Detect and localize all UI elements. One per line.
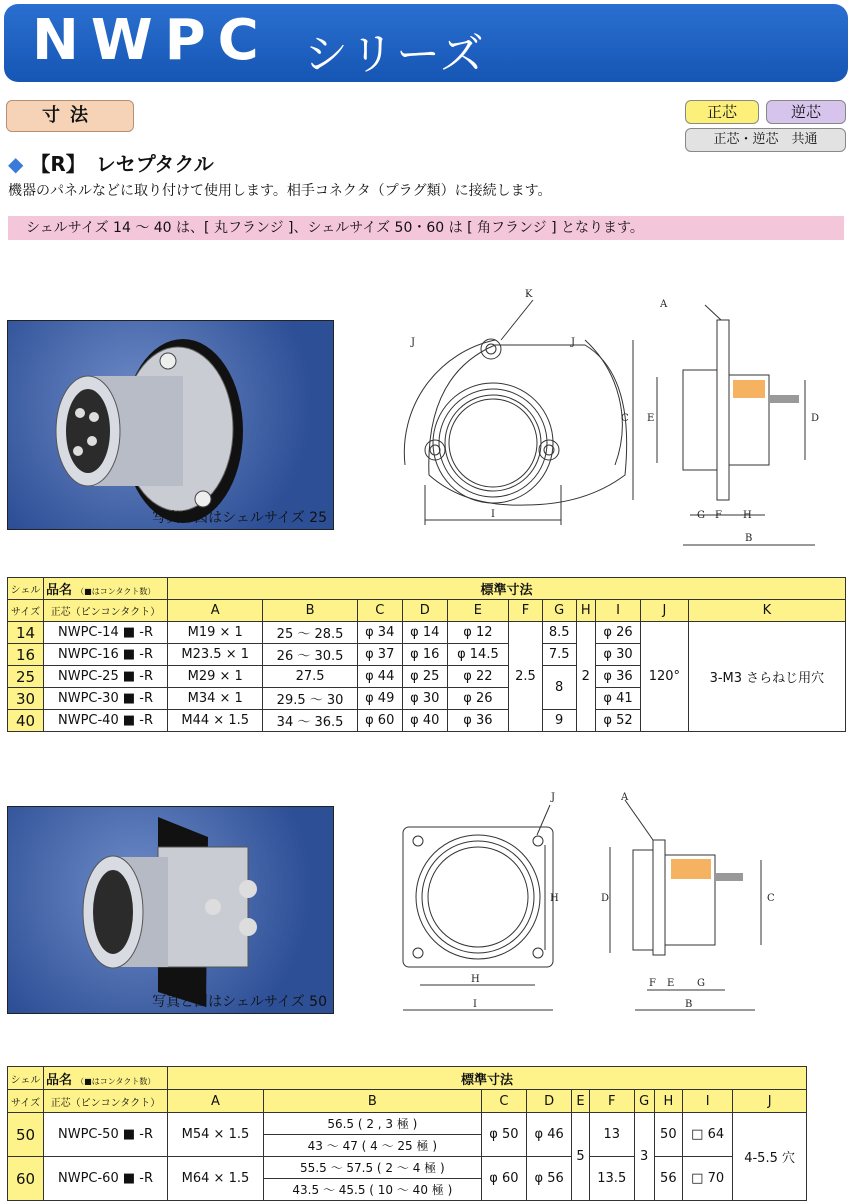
product-description: 機器のパネルなどに取り付けて使用します。相手コネクタ（プラグ類）に接続します。: [8, 183, 552, 199]
connector-round-illustration: [8, 321, 335, 531]
label-d: D: [811, 413, 820, 424]
product-name-header-label: 品名: [46, 583, 73, 598]
cell-c: φ 50: [481, 1113, 526, 1157]
cell-b-line1: 55.5 〜 57.5 ( 2 〜 4 極 ): [263, 1157, 481, 1179]
product-name-cell: NWPC-60 ■ -R: [44, 1157, 168, 1201]
cell-i: φ 30: [595, 644, 640, 666]
table-row: [8, 1113, 807, 1135]
cell-c: φ 60: [357, 710, 402, 732]
label-j-right: J: [571, 337, 576, 348]
cell-a: M29 × 1: [168, 666, 263, 688]
cell-c: φ 37: [357, 644, 402, 666]
table-row: [8, 1157, 807, 1179]
label-e: E: [667, 978, 675, 989]
col-d: D: [527, 1090, 572, 1113]
product-name-header-note: （■はコンタクト数）: [76, 587, 156, 596]
col-i: I: [595, 600, 640, 622]
cell-b: 27.5: [263, 666, 357, 688]
cell-c: φ 34: [357, 622, 402, 644]
col-h: H: [576, 600, 595, 622]
diamond-icon: ◆: [8, 152, 24, 176]
cell-i: φ 36: [595, 666, 640, 688]
cell-i: φ 26: [595, 622, 640, 644]
product-name-cell: NWPC-14 ■ -R: [44, 622, 168, 644]
cell-a: M64 × 1.5: [168, 1157, 264, 1201]
cell-b-line2: 43 〜 47 ( 4 〜 25 極 ): [263, 1135, 481, 1157]
series-title: NWPC: [32, 8, 271, 73]
badge-reverse-core: 逆芯: [766, 100, 846, 124]
col-a: A: [168, 600, 263, 622]
label-f: F: [715, 510, 722, 521]
cell-h: 56: [654, 1157, 682, 1201]
col-i: I: [683, 1090, 733, 1113]
cell-b-line2: 43.5 〜 45.5 ( 10 〜 40 極 ): [263, 1179, 481, 1201]
round-flange-drawing: [385, 285, 825, 550]
spec-table-round-flange: [7, 577, 846, 732]
col-k: K: [688, 600, 845, 622]
cell-e-merged: 5: [572, 1113, 590, 1201]
shell-size-cell: 50: [8, 1113, 44, 1157]
label-b: B: [685, 999, 693, 1010]
section-tab-dimensions: 寸法: [6, 100, 134, 132]
product-photo-square-flange: [7, 806, 334, 1014]
product-photo-round-flange: [7, 320, 334, 530]
shell-size-cell: 60: [8, 1157, 44, 1201]
col-e: E: [572, 1090, 590, 1113]
cell-a: M23.5 × 1: [168, 644, 263, 666]
cell-e: φ 12: [447, 622, 508, 644]
cell-b: 25 〜 28.5: [263, 622, 357, 644]
col-d: D: [402, 600, 447, 622]
flange-note: シェルサイズ 14 〜 40 は、[ 丸フランジ ]、シェルサイズ 50・60 は [ 角フランジ ] となります。: [8, 216, 844, 240]
label-f: F: [649, 978, 656, 989]
cell-e: φ 36: [447, 710, 508, 732]
product-name-cell: NWPC-16 ■ -R: [44, 644, 168, 666]
photo1-caption: 写真と図はシェルサイズ 25: [152, 510, 327, 526]
product-name-header: [44, 1067, 168, 1090]
product-name-header-note: （■はコンタクト数）: [76, 1076, 156, 1086]
product-name-header: [44, 578, 168, 600]
product-name-cell: NWPC-30 ■ -R: [44, 688, 168, 710]
label-h: H: [743, 510, 752, 521]
cell-i: □ 64: [683, 1113, 733, 1157]
shell-size-cell: 30: [8, 688, 44, 710]
label-c: C: [767, 893, 775, 904]
cell-j-merged: 4-5.5 穴: [733, 1113, 807, 1201]
photo2-caption: 写真と図はシェルサイズ 50: [152, 994, 327, 1010]
shell-size-header-1: シェル: [8, 1067, 44, 1090]
label-a: A: [621, 792, 629, 803]
shell-size-cell: 14: [8, 622, 44, 644]
cell-d: φ 40: [402, 710, 447, 732]
label-d: D: [601, 893, 610, 904]
cell-f: 13: [589, 1113, 634, 1157]
cell-a: M19 × 1: [168, 622, 263, 644]
product-name-header-label: 品名: [46, 1072, 73, 1088]
cell-d: φ 30: [402, 688, 447, 710]
col-g: G: [542, 600, 576, 622]
cell-e: φ 26: [447, 688, 508, 710]
col-b: B: [263, 1090, 481, 1113]
shell-size-header-1: シェル: [8, 578, 44, 600]
label-h-vertical: H: [550, 893, 559, 904]
cell-d: φ 56: [527, 1157, 572, 1201]
label-e: E: [647, 413, 655, 424]
standard-dimensions-header: 標準寸法: [168, 1067, 807, 1090]
label-h: H: [471, 974, 480, 985]
badge-normal-core: 正芯: [685, 100, 759, 124]
col-f: F: [509, 600, 543, 622]
product-name-cell: NWPC-25 ■ -R: [44, 666, 168, 688]
cell-g: 9: [542, 710, 576, 732]
cell-e: φ 22: [447, 666, 508, 688]
shell-size-header-2: サイズ: [8, 1090, 44, 1113]
spec-table-square-flange: [7, 1066, 807, 1201]
cell-f-merged: 2.5: [509, 622, 543, 732]
cell-h: 50: [654, 1113, 682, 1157]
cell-b-line1: 56.5 ( 2 , 3 極 ): [263, 1113, 481, 1135]
cell-d: φ 25: [402, 666, 447, 688]
cell-g: 8.5: [542, 622, 576, 644]
cell-a: M34 × 1: [168, 688, 263, 710]
product-name-cell: NWPC-40 ■ -R: [44, 710, 168, 732]
pin-contact-header: 正芯（ピンコンタクト）: [44, 1090, 168, 1113]
label-a: A: [660, 299, 668, 310]
col-e: E: [447, 600, 508, 622]
standard-dimensions-header: 標準寸法: [168, 578, 846, 600]
label-i: I: [491, 509, 495, 520]
col-c: C: [481, 1090, 526, 1113]
col-a: A: [168, 1090, 264, 1113]
col-c: C: [357, 600, 402, 622]
cell-a: M44 × 1.5: [168, 710, 263, 732]
cell-b: 26 〜 30.5: [263, 644, 357, 666]
cell-d: φ 14: [402, 622, 447, 644]
cell-a: M54 × 1.5: [168, 1113, 264, 1157]
cell-i: □ 70: [683, 1157, 733, 1201]
col-j: J: [641, 600, 689, 622]
label-k: K: [525, 289, 533, 300]
col-f: F: [589, 1090, 634, 1113]
badge-common: 正芯・逆芯 共通: [685, 128, 846, 152]
cell-c: φ 60: [481, 1157, 526, 1201]
shell-size-cell: 16: [8, 644, 44, 666]
cell-i: φ 41: [595, 688, 640, 710]
cell-i: φ 52: [595, 710, 640, 732]
series-subtitle: シリーズ: [304, 29, 486, 80]
series-banner: [4, 4, 848, 82]
cell-b: 34 〜 36.5: [263, 710, 357, 732]
cell-d: φ 16: [402, 644, 447, 666]
cell-k-merged: 3-M3 さらねじ用穴: [688, 622, 845, 732]
cell-j-merged: 120°: [641, 622, 689, 732]
square-flange-drawing: [385, 785, 825, 1020]
cell-c: φ 49: [357, 688, 402, 710]
product-name-cell: NWPC-50 ■ -R: [44, 1113, 168, 1157]
cell-g: 7.5: [542, 644, 576, 666]
cell-d: φ 46: [527, 1113, 572, 1157]
cell-f: 13.5: [589, 1157, 634, 1201]
product-heading-title: 【R】 レセプタクル: [30, 152, 214, 176]
shell-size-cell: 40: [8, 710, 44, 732]
cell-g-merged: 8: [542, 666, 576, 710]
label-g: G: [697, 510, 705, 521]
shell-size-header-2: サイズ: [8, 600, 44, 622]
pin-contact-header: 正芯（ピンコンタクト）: [44, 600, 168, 622]
cell-e: φ 14.5: [447, 644, 508, 666]
product-heading: [8, 148, 214, 177]
col-h: H: [654, 1090, 682, 1113]
cell-b: 29.5 〜 30: [263, 688, 357, 710]
label-j-left: J: [411, 337, 416, 348]
col-j: J: [733, 1090, 807, 1113]
cell-c: φ 44: [357, 666, 402, 688]
label-c: C: [621, 413, 629, 424]
shell-size-cell: 25: [8, 666, 44, 688]
label-g: G: [697, 978, 705, 989]
cell-h-merged: 2: [576, 622, 595, 732]
col-b: B: [263, 600, 357, 622]
label-i: I: [473, 999, 477, 1010]
table-row: [8, 622, 846, 644]
label-b: B: [745, 533, 753, 544]
cell-g-merged: 3: [634, 1113, 654, 1201]
connector-square-illustration: [8, 807, 335, 1015]
col-g: G: [634, 1090, 654, 1113]
label-j: J: [551, 792, 556, 803]
